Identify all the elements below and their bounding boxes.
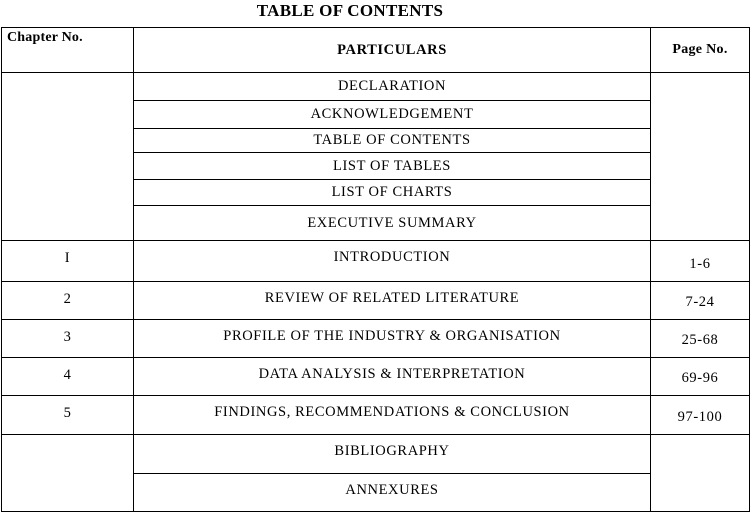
toc-entry-declaration: DECLARATION — [134, 73, 651, 101]
toc-entry-table-of-contents: TABLE OF CONTENTS — [134, 129, 651, 153]
toc-entry-list-of-charts: LIST OF CHARTS — [134, 180, 651, 206]
chapter-title: FINDINGS, RECOMMENDATIONS & CONCLUSION — [134, 396, 651, 435]
chapter-title: REVIEW OF RELATED LITERATURE — [134, 282, 651, 320]
front-matter-page-cell — [651, 73, 750, 241]
chapter-row — [2, 282, 750, 320]
chapter-row — [2, 241, 750, 282]
chapter-number: 5 — [2, 396, 134, 435]
toc-entry-annexures: ANNEXURES — [134, 474, 651, 512]
chapter-number: 3 — [2, 320, 134, 358]
chapter-pages: 25-68 — [651, 320, 750, 358]
chapter-pages: 1-6 — [651, 241, 750, 282]
chapter-title: INTRODUCTION — [134, 241, 651, 282]
page-title: TABLE OF CONTENTS — [256, 1, 444, 20]
back-matter-chapter-cell — [2, 435, 134, 512]
toc-entry-list-of-tables: LIST OF TABLES — [134, 153, 651, 180]
chapter-number: 2 — [2, 282, 134, 320]
chapter-title: PROFILE OF THE INDUSTRY & ORGANISATION — [134, 320, 651, 358]
front-matter-chapter-cell — [2, 73, 134, 241]
header-particulars: PARTICULARS — [134, 28, 651, 73]
header-row — [2, 28, 750, 73]
chapter-row — [2, 358, 750, 396]
toc-entry-acknowledgement: ACKNOWLEDGEMENT — [134, 101, 651, 129]
toc-entry-bibliography: BIBLIOGRAPHY — [134, 435, 651, 474]
chapter-number: I — [2, 241, 134, 282]
chapter-pages: 69-96 — [651, 358, 750, 396]
back-matter-page-cell — [651, 435, 750, 512]
chapter-title: DATA ANALYSIS & INTERPRETATION — [134, 358, 651, 396]
contents-table — [1, 27, 750, 512]
header-page-no: Page No. — [651, 28, 750, 73]
table-row — [2, 435, 750, 474]
chapter-row — [2, 320, 750, 358]
header-chapter-no: Chapter No. — [2, 28, 134, 73]
chapter-pages: 97-100 — [651, 396, 750, 435]
table-row — [2, 73, 750, 101]
chapter-pages: 7-24 — [651, 282, 750, 320]
chapter-row — [2, 396, 750, 435]
chapter-number: 4 — [2, 358, 134, 396]
toc-entry-executive-summary: EXECUTIVE SUMMARY — [134, 206, 651, 241]
